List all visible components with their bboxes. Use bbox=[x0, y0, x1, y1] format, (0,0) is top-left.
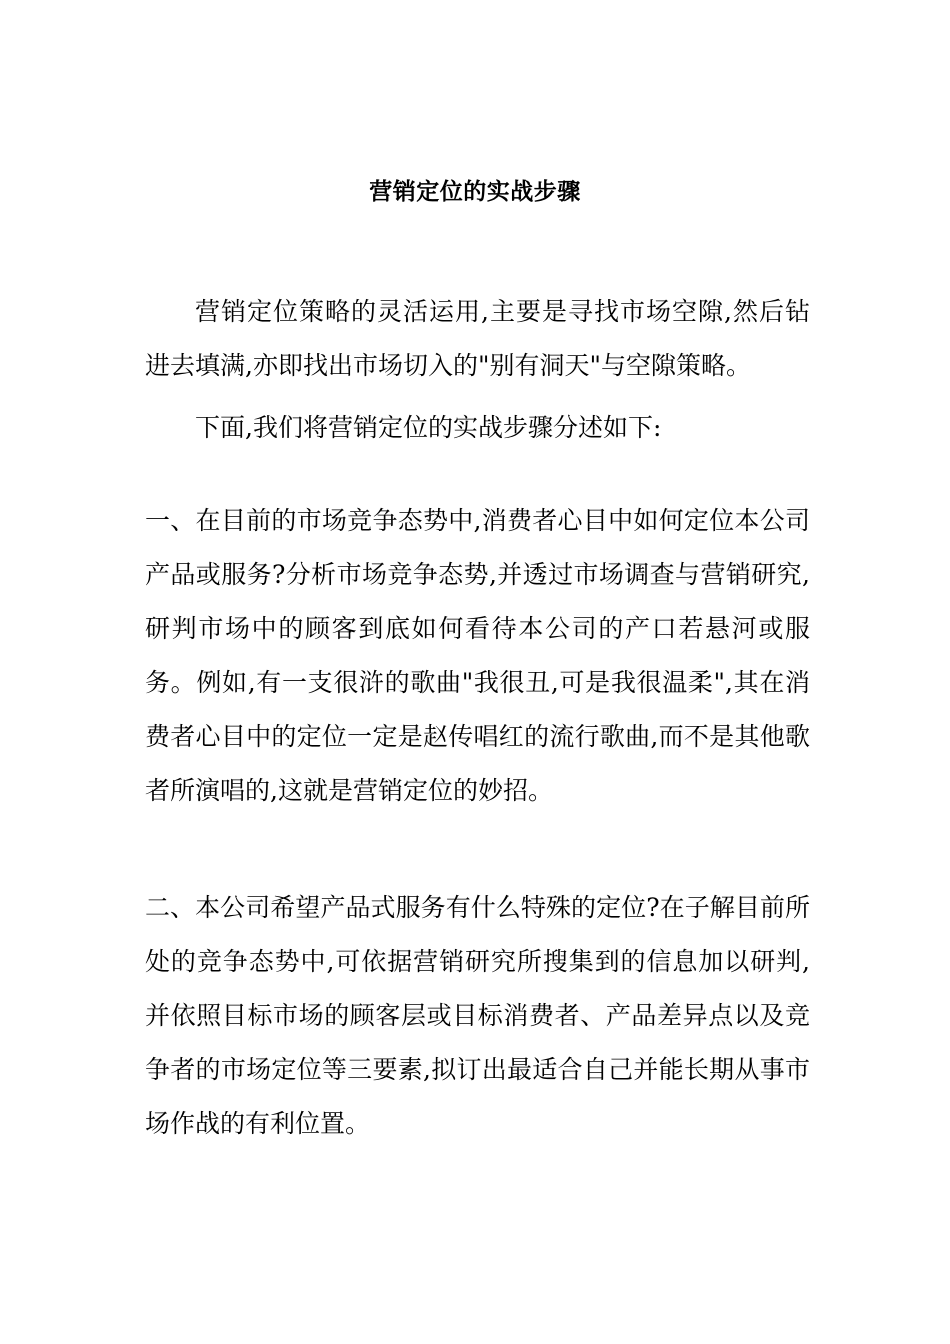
paragraph-step-two: 二、本公司希望产品式服务有什么特殊的定位?在子解目前所处的竞争态势中,可依据营销研究所搜集到的信息加以研判,并依照目标市场的顾客层或目标消费者、产品差异点以及竞争者的市场定位等三要素,拟订出最适合自己并能长期从事市场作战的有利位置。 bbox=[145, 893, 810, 1138]
document-title: 营销定位的实战步骤 bbox=[369, 178, 581, 205]
paragraph-step-one: 一、在目前的市场竞争态势中,消费者心目中如何定位本公司产品或服务?分析市场竞争态势,并透过市场调查与营销研究,研判市场中的顾客到底如何看待本公司的产口若悬河或服务。例如,有一支很浒的歌曲"我很丑,可是我很温柔",其在消费者心目中的定位一定是赵传唱红的流行歌曲,而不是其他歌者所演唱的,这就是营销定位的妙招。 bbox=[145, 506, 810, 805]
paragraph-lead-in: 下面,我们将营销定位的实战步骤分述如下: bbox=[195, 413, 662, 442]
paragraph-intro: 营销定位策略的灵活运用,主要是寻找市场空隙,然后钻进去填满,亦即找出市场切入的"别有洞天"与空隙策略。 bbox=[145, 297, 810, 380]
